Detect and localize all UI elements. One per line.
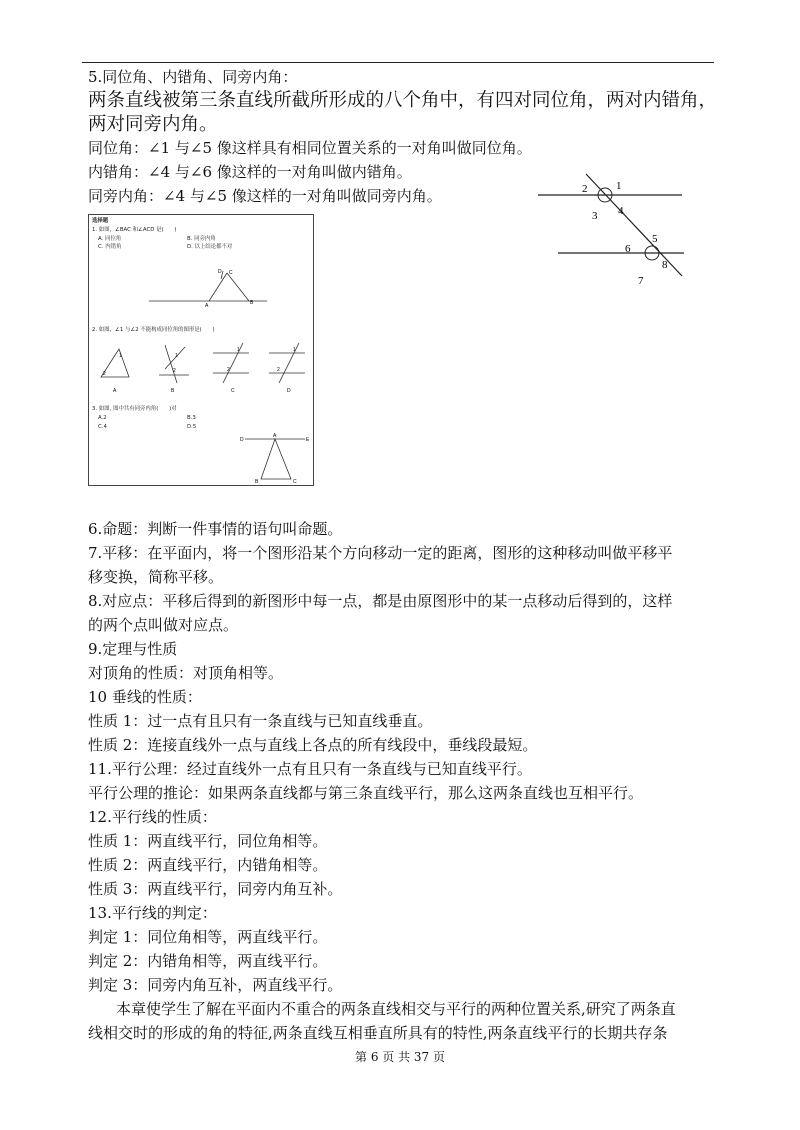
q2-a-label-1: 1	[119, 353, 122, 359]
parallel-property-2: 性质 2：两直线平行，内错角相等。	[88, 856, 328, 874]
quiz-question-1: 1. 如图，∠BAC 和∠ACD 是( )	[92, 227, 177, 233]
section-13-title: 13.平行线的判定：	[88, 904, 217, 922]
q2-figure-d	[269, 343, 305, 383]
angle-label-2: 2	[582, 183, 588, 195]
q3-triangle-abc	[261, 439, 291, 479]
quiz-box	[88, 214, 314, 486]
q1-option-b: B. 同旁内角	[187, 236, 216, 242]
parallel-property-3: 性质 3：两直线平行，同旁内角互补。	[88, 880, 343, 898]
quiz-question-2: 2. 如图，∠1 与∠2 不能构成同位角的图形是( )	[92, 327, 215, 333]
section-6-proposition: 6.命题：判断一件事情的语句叫命题。	[88, 520, 343, 538]
section-10-title: 10 垂线的性质：	[88, 688, 202, 706]
q2-choice-d: D	[287, 388, 291, 394]
perpendicular-property-1: 性质 1：过一点有且只有一条直线与已知直线垂直。	[88, 712, 433, 730]
angle-label-8: 8	[662, 259, 668, 271]
chapter-summary-line-2: 线相交时的形成的角的特征,两条直线互相垂直所具有的特性,两条直线平行的长期共存条	[88, 1024, 668, 1042]
q3-option-c: C.4	[98, 424, 107, 430]
q3-point-c: C	[293, 479, 297, 485]
angle-label-6: 6	[625, 243, 631, 255]
q1-option-d: D. 以上结论都不对	[187, 244, 233, 250]
q2-b-label-2: 2	[173, 368, 176, 374]
q2-choice-a: A	[113, 388, 117, 394]
q2-figure-c	[213, 343, 249, 383]
section-8-corresponding-points-line-2: 的两个点叫做对应点。	[88, 616, 239, 634]
q2-d-label-2: 2	[277, 367, 280, 373]
definition-co-interior-angles: 同旁内角：∠4 与∠5 像这样的一对角叫做同旁内角。	[88, 187, 442, 205]
q2-choice-c: C	[231, 388, 235, 394]
angle-label-1: 1	[616, 180, 622, 192]
parallel-criterion-2: 判定 2：内错角相等，两直线平行。	[88, 952, 328, 970]
q2-a-label-2: 2	[103, 371, 106, 377]
q1-segment-ac	[209, 273, 227, 301]
q2-c-label-1: 1	[237, 347, 240, 353]
parallel-criterion-3: 判定 3：同旁内角互补，两直线平行。	[88, 976, 343, 994]
chapter-summary-line-1: 本章使学生了解在平面内不重合的两条直线相交与平行的两种位置关系,研究了两条直	[116, 1000, 676, 1018]
q1-option-c: C. 内错角	[98, 244, 122, 250]
section-7-translation-line-2: 移变换，简称平移。	[88, 568, 224, 586]
q2-c-label-2: 2	[227, 367, 230, 373]
q1-point-d: D	[218, 269, 222, 275]
angle-label-3: 3	[592, 210, 598, 222]
q3-option-a: A.2	[98, 415, 107, 421]
section-5-body-line-2: 两对同旁内角。	[88, 114, 218, 135]
header-rule	[82, 62, 714, 63]
quiz-question-3: 3. 如图, 图中共有同旁内角( )对	[92, 406, 177, 412]
quiz-header: 选择题	[92, 218, 109, 224]
section-9-title: 9.定理与性质	[88, 640, 178, 658]
section-5-title: 5.同位角、内错角、同旁内角：	[88, 68, 298, 86]
parallel-property-1: 性质 1：两直线平行，同位角相等。	[88, 832, 328, 850]
angle-label-7: 7	[638, 275, 644, 287]
parallel-axiom-corollary: 平行公理的推论：如果两条直线都与第三条直线平行，那么这两条直线也互相平行。	[88, 784, 644, 802]
q1-option-a: A. 同位角	[98, 236, 122, 242]
section-12-title: 12.平行线的性质：	[88, 808, 217, 826]
q3-point-a: A	[273, 433, 277, 439]
q3-point-d: D	[240, 437, 244, 443]
section-8-corresponding-points-line-1: 8.对应点：平移后得到的新图形中每一点，都是由原图形中的某一点移动后得到的，这样	[88, 592, 673, 610]
q1-point-a: A	[205, 303, 209, 309]
q3-option-b: B.3	[187, 415, 196, 421]
q2-d-label-1: 1	[293, 347, 296, 353]
section-5-body-line-1: 两条直线被第三条直线所截所形成的八个角中，有四对同位角，两对内错角，	[88, 90, 718, 111]
q3-option-d: D.5	[187, 424, 197, 430]
q3-point-b: B	[255, 479, 259, 485]
q2-figure-b	[159, 345, 189, 383]
q1-figure	[149, 265, 269, 310]
q3-figure	[239, 431, 313, 485]
page-footer: 第 6 页 共 37 页	[355, 1050, 445, 1064]
angle-label-4: 4	[618, 205, 624, 217]
section-7-translation-line-1: 7.平移：在平面内，将一个图形沿某个方向移动一定的距离，图形的这种移动叫做平移平	[88, 544, 673, 562]
q2-figures	[93, 339, 307, 395]
q3-point-e: E	[306, 437, 310, 443]
definition-corresponding-angles: 同位角：∠1 与∠5 像这样具有相同位置关系的一对角叫做同位角。	[88, 139, 532, 157]
q1-point-b: B	[250, 300, 254, 306]
q2-b-label-1: 1	[175, 353, 178, 359]
angle-label-5: 5	[652, 233, 658, 245]
q1-segment-cb	[227, 273, 249, 301]
definition-alternate-angles: 内错角：∠4 与∠6 像这样的一对角叫做内错角。	[88, 163, 412, 181]
q2-choice-b: B	[171, 388, 175, 394]
vertical-angles-property: 对顶角的性质：对顶角相等。	[88, 664, 284, 682]
transversal-figure	[534, 168, 694, 298]
perpendicular-property-2: 性质 2：连接直线外一点与直线上各点的所有线段中，垂线段最短。	[88, 736, 538, 754]
q1-point-c: C	[229, 270, 233, 276]
parallel-criterion-1: 判定 1：同位角相等，两直线平行。	[88, 928, 328, 946]
section-11-parallel-axiom: 11.平行公理：经过直线外一点有且只有一条直线与已知直线平行。	[88, 760, 532, 778]
